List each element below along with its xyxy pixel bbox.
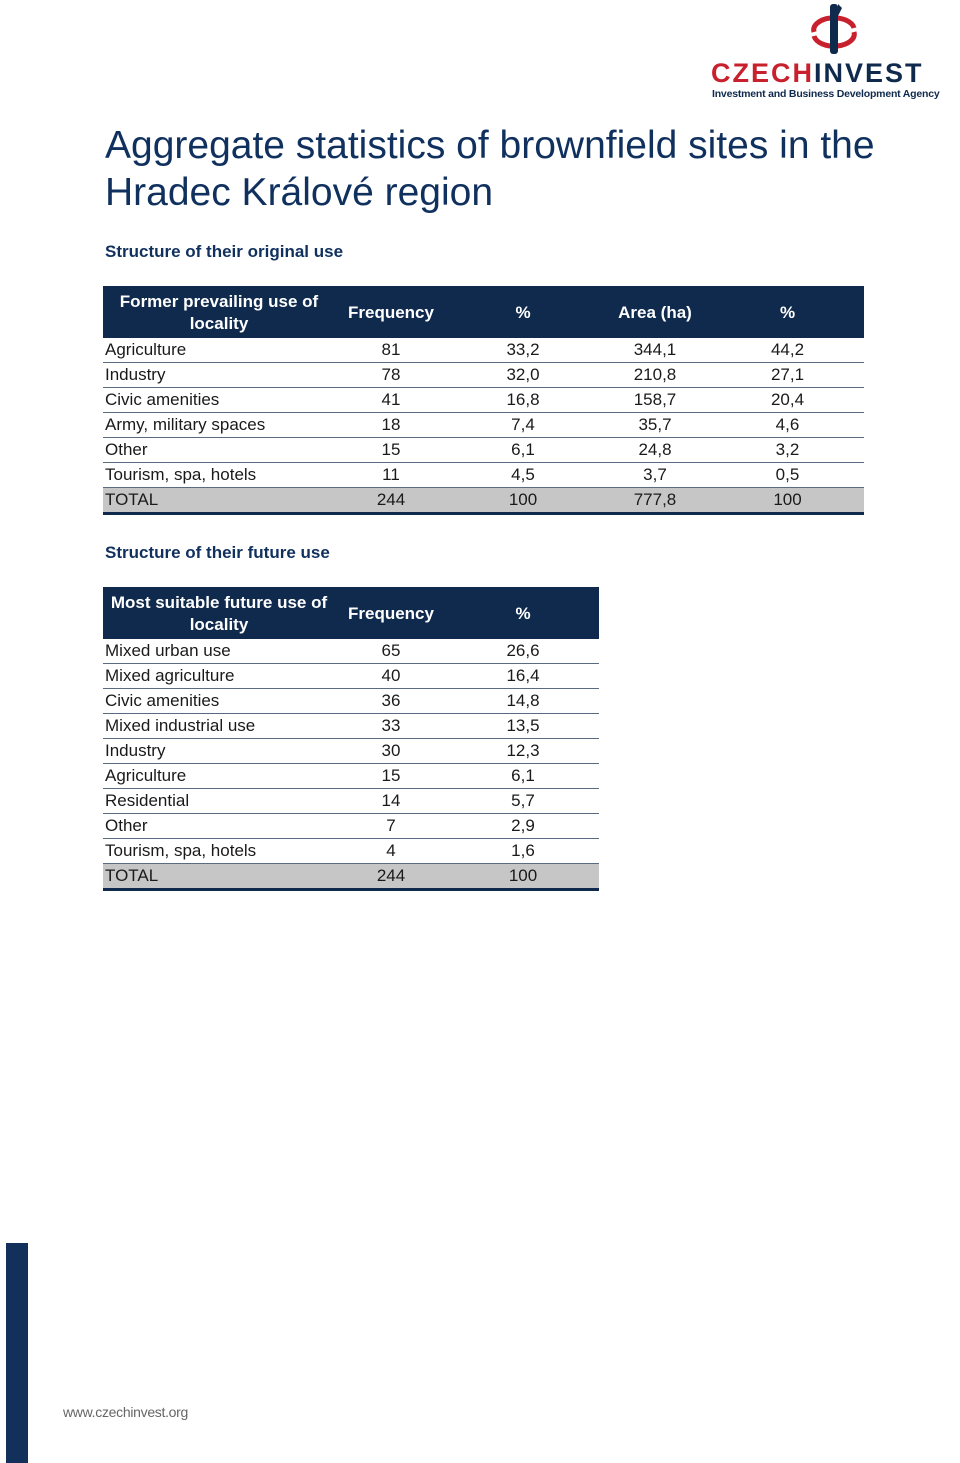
row-label: Agriculture (103, 338, 335, 363)
logo-brand-invest: INVEST (814, 58, 924, 88)
row-label: Tourism, spa, hotels (103, 839, 335, 864)
table-row (103, 438, 864, 463)
area-percent-cell: 27,1 (711, 363, 864, 388)
table-row (103, 338, 864, 363)
frequency-cell: 4 (335, 839, 447, 864)
percent-cell: 7,4 (447, 413, 599, 438)
table-row (103, 764, 599, 789)
frequency-cell: 30 (335, 739, 447, 764)
row-label: Agriculture (103, 764, 335, 789)
area-percent-cell: 44,2 (711, 338, 864, 363)
total-percent-cell: 100 (447, 864, 599, 890)
total-frequency-cell: 244 (335, 864, 447, 890)
area-cell: 35,7 (599, 413, 711, 438)
table-row (103, 388, 864, 413)
table-row (103, 814, 599, 839)
total-row (103, 488, 864, 514)
row-label: Industry (103, 363, 335, 388)
row-label: Residential (103, 789, 335, 814)
table-row (103, 463, 864, 488)
row-label: Mixed agriculture (103, 664, 335, 689)
table-header-row (103, 588, 599, 639)
total-label: TOTAL (103, 864, 335, 890)
row-label: Civic amenities (103, 689, 335, 714)
frequency-cell: 36 (335, 689, 447, 714)
percent-cell: 2,9 (447, 814, 599, 839)
table-row (103, 789, 599, 814)
row-label: Industry (103, 739, 335, 764)
frequency-cell: 40 (335, 664, 447, 689)
row-label: Other (103, 438, 335, 463)
percent-cell: 12,3 (447, 739, 599, 764)
table-row (103, 639, 599, 664)
column-header: Area (ha) (599, 287, 711, 338)
table-row (103, 664, 599, 689)
total-row (103, 864, 599, 890)
logo-wordmark (711, 58, 924, 88)
frequency-cell: 7 (335, 814, 447, 839)
row-label: Mixed urban use (103, 639, 335, 664)
future-use-table (103, 587, 599, 891)
frequency-cell: 14 (335, 789, 447, 814)
decorative-side-strip (6, 1243, 28, 1463)
frequency-cell: 78 (335, 363, 447, 388)
percent-cell: 32,0 (447, 363, 599, 388)
column-header: % (447, 588, 599, 639)
percent-cell: 6,1 (447, 764, 599, 789)
frequency-cell: 81 (335, 338, 447, 363)
frequency-cell: 41 (335, 388, 447, 413)
frequency-cell: 15 (335, 438, 447, 463)
percent-cell: 26,6 (447, 639, 599, 664)
table-row (103, 739, 599, 764)
frequency-cell: 65 (335, 639, 447, 664)
percent-cell: 13,5 (447, 714, 599, 739)
total-area-percent-cell: 100 (711, 488, 864, 514)
frequency-cell: 11 (335, 463, 447, 488)
percent-cell: 1,6 (447, 839, 599, 864)
percent-cell: 33,2 (447, 338, 599, 363)
frequency-cell: 15 (335, 764, 447, 789)
table-row (103, 839, 599, 864)
column-header: Most suitable future use of locality (103, 588, 335, 639)
original-use-heading: Structure of their original use (105, 242, 344, 261)
table-row (103, 689, 599, 714)
row-label: Other (103, 814, 335, 839)
website-url: www.czechinvest.org (63, 1404, 189, 1420)
percent-cell: 4,5 (447, 463, 599, 488)
total-area-cell: 777,8 (599, 488, 711, 514)
table-header-row (103, 287, 864, 338)
area-cell: 24,8 (599, 438, 711, 463)
frequency-cell: 33 (335, 714, 447, 739)
area-cell: 210,8 (599, 363, 711, 388)
total-frequency-cell: 244 (335, 488, 447, 514)
area-percent-cell: 3,2 (711, 438, 864, 463)
logo-brand-czech: CZECH (711, 58, 814, 88)
original-use-table (103, 286, 864, 515)
column-header: % (711, 287, 864, 338)
total-label: TOTAL (103, 488, 335, 514)
area-percent-cell: 0,5 (711, 463, 864, 488)
table-row (103, 714, 599, 739)
table-row (103, 413, 864, 438)
percent-cell: 5,7 (447, 789, 599, 814)
czechinvest-logo (708, 0, 948, 106)
future-use-heading: Structure of their future use (105, 543, 330, 562)
area-percent-cell: 4,6 (711, 413, 864, 438)
czechinvest-emblem-icon (804, 2, 864, 58)
column-header: % (447, 287, 599, 338)
row-label: Army, military spaces (103, 413, 335, 438)
area-cell: 3,7 (599, 463, 711, 488)
table-row (103, 363, 864, 388)
column-header: Former prevailing use of locality (103, 287, 335, 338)
row-label: Mixed industrial use (103, 714, 335, 739)
frequency-cell: 18 (335, 413, 447, 438)
row-label: Civic amenities (103, 388, 335, 413)
area-cell: 158,7 (599, 388, 711, 413)
column-header: Frequency (335, 588, 447, 639)
column-header: Frequency (335, 287, 447, 338)
percent-cell: 6,1 (447, 438, 599, 463)
percent-cell: 16,4 (447, 664, 599, 689)
area-cell: 344,1 (599, 338, 711, 363)
logo-tagline: Investment and Business Development Agency (712, 88, 940, 100)
total-percent-cell: 100 (447, 488, 599, 514)
page-title: Aggregate statistics of brownfield sites in the Hradec Králové region (105, 124, 875, 214)
percent-cell: 14,8 (447, 689, 599, 714)
row-label: Tourism, spa, hotels (103, 463, 335, 488)
area-percent-cell: 20,4 (711, 388, 864, 413)
percent-cell: 16,8 (447, 388, 599, 413)
